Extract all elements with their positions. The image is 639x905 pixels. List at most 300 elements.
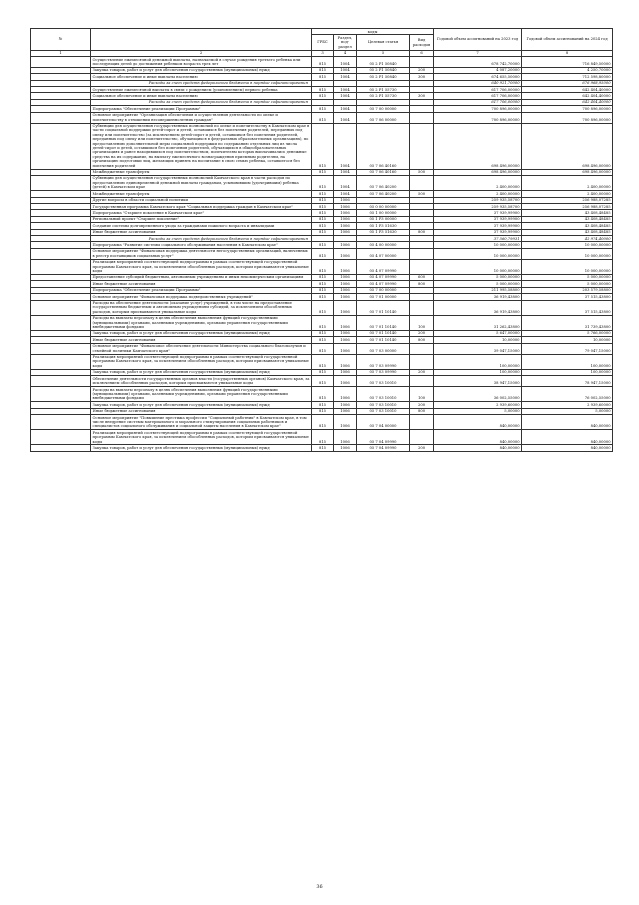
cell-name: Закупка товаров, работ и услуг для обеспечения государственных (муниципальных) нужд	[91, 445, 312, 451]
cell-target: 05 4 00 00000	[357, 242, 410, 248]
cell-target: 05 2 P1 50840	[357, 74, 410, 80]
cell-section: 1006	[334, 248, 357, 259]
cell-grbs: 815	[312, 229, 334, 235]
cell-vol2023: 100,00000	[434, 369, 522, 375]
cell-vr: 300	[410, 93, 434, 99]
cell-grbs: 815	[312, 376, 334, 387]
cell-vol2024: 5 000,00000	[522, 281, 613, 287]
cell-name: Реализация мероприятий соответствующей подпрограммы в рамках соответствующей государственной программы Камчатского края, за исключением обособленных расходов, которым присваиваются уникальные коды	[91, 354, 312, 369]
cell-vr	[410, 343, 434, 354]
table-row	[31, 300, 613, 315]
cell-target: 05 2 P1 55730	[357, 93, 410, 99]
cell-vol2024: 203 579,58800	[522, 287, 613, 293]
col-number: 1	[31, 50, 91, 56]
cell-target: 05 7 04 09990	[357, 445, 410, 451]
cell-section: 1006	[334, 274, 357, 280]
cell-target: 05 7 01 10140	[357, 315, 410, 330]
cell-vol2023: 617 706,00000	[434, 99, 522, 105]
cell-vr: 200	[410, 445, 434, 451]
cell-vr	[410, 300, 434, 315]
cell-vol2024: 76 002,55000	[522, 387, 613, 402]
col-number: 5	[357, 50, 410, 56]
cell-grbs: 815	[312, 106, 334, 112]
cell-target: 05 1 P3 51630	[357, 229, 410, 235]
cell-grbs: 815	[312, 430, 334, 445]
cell-vol2024: 642 404,40000	[522, 87, 613, 93]
budget-table	[30, 28, 613, 452]
cell-vol2023: 640 921,70000	[434, 80, 522, 86]
cell-vol2024: 256 988,07285	[522, 204, 613, 210]
table-row	[31, 57, 613, 68]
cell-vol2023: 5 000,00000	[434, 274, 522, 280]
cell-name: Субвенции для осуществления государственных полномочий Камчатского края в части расходов по предоставлению единовременной денежной выплаты гражданам, усыновившим (удочерившим) ребенка (детей) в Камчатском крае	[91, 175, 312, 190]
table-row	[31, 387, 613, 402]
cell-num	[31, 430, 91, 445]
cell-vr: 500	[410, 169, 434, 175]
cell-name: Предоставление субсидий бюджетным, автономным учреждениям и иным некоммерческим организациям	[91, 274, 312, 280]
cell-section: 1004	[334, 74, 357, 80]
cell-target: 05 7 06 40160	[357, 169, 410, 175]
cell-vr	[410, 112, 434, 123]
cell-vol2024: 78 947,15000	[522, 376, 613, 387]
cell-grbs: 815	[312, 402, 334, 408]
cell-vol2023: 37 939,99900	[434, 216, 522, 222]
cell-vol2023: 5 000,00000	[434, 281, 522, 287]
budget-table-page	[30, 28, 612, 452]
cell-vol2023: 37 560,79931	[434, 236, 522, 242]
cell-vol2024: 43 408,48485	[522, 223, 613, 229]
table-row	[31, 175, 613, 190]
cell-vol2024: 10 000,00000	[522, 242, 613, 248]
cell-section: 1004	[334, 123, 357, 169]
cell-vol2024: 716 849,50000	[522, 57, 613, 68]
cell-vr: 200	[410, 67, 434, 73]
cell-num	[31, 57, 91, 68]
cell-name: Реализация мероприятий соответствующей подпрограммы в рамках соответствующей государственной программы Камчатского края, за исключением обособленных расходов, которым присваиваются уникальные коды	[91, 430, 312, 445]
cell-name: Закупка товаров, работ и услуг для обеспечения государственных (муниципальных) нужд	[91, 67, 312, 73]
cell-grbs: 815	[312, 445, 334, 451]
cell-section: 1006	[334, 242, 357, 248]
cell-grbs: 815	[312, 191, 334, 197]
cell-name: Расходы на обеспечение деятельности (оказание услуг) учреждений, в том числе на предоставление государственным бюджетным и автономным учреждениям субсидий, за исключением обособленных расходов, которым присваиваются уникальные коды	[91, 300, 312, 315]
cell-vr: 800	[410, 408, 434, 414]
cell-name: Подпрограмма "Развитие системы социального обслуживания населения в Камчатском крае"	[91, 242, 312, 248]
cell-grbs: 815	[312, 216, 334, 222]
cell-section: 1006	[334, 287, 357, 293]
cell-grbs: 815	[312, 197, 334, 203]
col-header-section: Раздел, под-раздел	[334, 35, 357, 50]
cell-num	[31, 175, 91, 190]
col-number: 6	[410, 50, 434, 56]
cell-vr: 300	[410, 74, 434, 80]
cell-vol2024: 676 968,95000	[522, 80, 613, 86]
cell-section: 1004	[334, 112, 357, 123]
cell-vol2023: 698 496,00000	[434, 123, 522, 169]
cell-name: Межбюджетные трансферты	[91, 191, 312, 197]
cell-name: Создание системы долговременного ухода за гражданами пожилого возраста и инвалидами	[91, 223, 312, 229]
cell-name: Обеспечение деятельности государственных органов власти (государственных органов) Камчатского края, за исключением обособленных расходов, которым присваиваются уникальные коды	[91, 376, 312, 387]
cell-grbs: 815	[312, 204, 334, 210]
cell-target: 05 7 03 00000	[357, 343, 410, 354]
cell-section: 1006	[334, 369, 357, 375]
cell-vol2023: 259 935,58700	[434, 197, 522, 203]
cell-target: 05 7 03 10010	[357, 376, 410, 387]
cell-vol2024: 698 496,00000	[522, 123, 613, 169]
cell-vol2024: 100,00000	[522, 354, 613, 369]
cell-vol2024: 840,00000	[522, 415, 613, 430]
col-header-num: №	[31, 29, 91, 51]
cell-vr	[410, 175, 434, 190]
cell-vol2024: 79 047,15000	[522, 343, 613, 354]
table-body	[31, 57, 613, 452]
cell-grbs: 815	[312, 112, 334, 123]
cell-grbs: 815	[312, 415, 334, 430]
cell-vol2023: 617 706,00000	[434, 93, 522, 99]
cell-target: 05 4 07 00000	[357, 248, 410, 259]
cell-section: 1006	[334, 294, 357, 300]
cell-vol2023: 698 496,00000	[434, 169, 522, 175]
col-header-grbs: ГРБС	[312, 35, 334, 50]
cell-grbs: 815	[312, 259, 334, 274]
cell-target: 05 7 03 09990	[357, 354, 410, 369]
cell-section: 1006	[334, 197, 357, 203]
cell-vol2023: 617 706,00000	[434, 87, 522, 93]
cell-target: 05 7 01 00000	[357, 294, 410, 300]
cell-vr	[410, 259, 434, 274]
cell-vol2023: 10 000,00000	[434, 248, 522, 259]
cell-name: Основное мероприятие "Повышение престижа профессии "Социальный работник" в Камчатском крае, в том числе внедрение системы материального и морального стимулирования социальных работников и специалистов социального обслуживания и социальной защиты населения в Камчатском крае"	[91, 415, 312, 430]
cell-name: Осуществление ежемесячной денежной выплаты, назначаемой в случае рождения третьего ребенка или последующих детей до достижения ребенком возраста трех лет	[91, 57, 312, 68]
cell-grbs: 815	[312, 315, 334, 330]
cell-section: 1004	[334, 87, 357, 93]
col-header-name	[91, 29, 312, 51]
cell-grbs: 815	[312, 57, 334, 68]
cell-vol2024: 31 739,43800	[522, 315, 613, 330]
col-header-codes: коды	[312, 29, 434, 35]
cell-section: 1004	[334, 191, 357, 197]
cell-vr	[410, 123, 434, 169]
cell-grbs: 815	[312, 87, 334, 93]
cell-vol2024: 37 515,43800	[522, 300, 613, 315]
cell-vr: 600	[410, 274, 434, 280]
cell-name: Основное мероприятие "Финансовая поддержка деятельности негосударственных организаций, включенных в реестр поставщиков социальных услуг"	[91, 248, 312, 259]
cell-grbs: 815	[312, 354, 334, 369]
cell-vr	[410, 354, 434, 369]
cell-target: 05 7 06 40200	[357, 191, 410, 197]
cell-section: 1006	[334, 210, 357, 216]
cell-section: 1004	[334, 169, 357, 175]
cell-section: 1006	[334, 402, 357, 408]
col-header-vr: Вид расходов	[410, 35, 434, 50]
cell-vr: 100	[410, 315, 434, 330]
cell-target: 05 7 04 00000	[357, 415, 410, 430]
cell-name: Расходы за счет средств федерального бюджета в порядке софинансирования	[91, 80, 312, 86]
cell-name: Подпрограмма "Обеспечение реализации Программы"	[91, 287, 312, 293]
cell-section: 1006	[334, 229, 357, 235]
cell-grbs: 815	[312, 300, 334, 315]
cell-vol2023: 700 896,00000	[434, 112, 522, 123]
cell-vol2024: 5 000,00000	[522, 274, 613, 280]
table-row	[31, 354, 613, 369]
cell-num	[31, 354, 91, 369]
cell-section: 1004	[334, 57, 357, 68]
cell-name: Осуществление ежемесячной выплаты в связи с рождением (усыновлением) первого ребенка	[91, 87, 312, 93]
cell-vol2024: 43 408,48485	[522, 229, 613, 235]
cell-num	[31, 445, 91, 451]
cell-section: 1006	[334, 300, 357, 315]
cell-vol2024: 43 408,48485	[522, 216, 613, 222]
cell-target: 05 7 03 10010	[357, 387, 410, 402]
cell-vol2024: 642 404,40000	[522, 99, 613, 105]
col-header-vol2023: Годовой объем ассигнований на 2023 год	[434, 29, 522, 51]
cell-grbs: 815	[312, 248, 334, 259]
cell-vol2024: 100,00000	[522, 369, 613, 375]
cell-target: 05 4 07 09990	[357, 259, 410, 274]
cell-name: Социальное обеспечение и иные выплаты населению	[91, 74, 312, 80]
cell-section: 1006	[334, 354, 357, 369]
cell-section: 1006	[334, 445, 357, 451]
cell-vol2024: 2 939,60000	[522, 402, 613, 408]
cell-num	[31, 376, 91, 387]
cell-vol2024: 10 000,00000	[522, 248, 613, 259]
cell-section: 1006	[334, 259, 357, 274]
cell-vol2023: 10 000,00000	[434, 259, 522, 274]
cell-vol2024: 10,00000	[522, 337, 613, 343]
cell-name: Иные бюджетные ассигнования	[91, 281, 312, 287]
cell-vol2023: 840,00000	[434, 430, 522, 445]
cell-name: Субвенции для осуществления государственных полномочий по опеке и попечительству в Камчатском крае в части социальной поддержки детей-сирот и детей, оставшихся без попечения родителей, переданных под опеку или попечительство (за исключением детей-сирот и детей, оставшихся без попечения родителей, переданных под опеку или попечительство, обучающихся в федеральных образовательных организациях), по предоставлению дополнительной меры социальной поддержки по содержанию отдельных лиц из числа детей-сирот и детей, оставшихся без попечения родителей, обучающихся в общеобразовательных организациях и ранее находившихся под попечительством, попечителям которых выплачивались денежные средства на их содержание, на выплату ежемесячного вознаграждения приемным родителям, на организацию подготовки лиц, желающих принять на воспитание в свою семью ребенка, оставшегося без попечения родителей	[91, 123, 312, 169]
cell-target: 05 2 P1 50840	[357, 57, 410, 68]
cell-section: 1006	[334, 204, 357, 210]
cell-section: 1006	[334, 408, 357, 414]
cell-section: 1004	[334, 106, 357, 112]
col-number: 3	[312, 50, 334, 56]
col-number: 7	[434, 50, 522, 56]
table-row	[31, 259, 613, 274]
cell-target: 05 2 P1 55730	[357, 87, 410, 93]
cell-section: 1006	[334, 376, 357, 387]
cell-vol2024: 5 766,00000	[522, 330, 613, 336]
cell-vol2023: 37 939,99900	[434, 223, 522, 229]
cell-grbs: 815	[312, 408, 334, 414]
cell-vr	[410, 430, 434, 445]
table-row	[31, 343, 613, 354]
cell-num	[31, 300, 91, 315]
cell-vr: 800	[410, 229, 434, 235]
cell-target: 05 1 00 00000	[357, 210, 410, 216]
cell-vr	[410, 415, 434, 430]
cell-section: 1006	[334, 337, 357, 343]
cell-grbs: 815	[312, 330, 334, 336]
cell-grbs: 815	[312, 294, 334, 300]
col-number: 8	[522, 50, 613, 56]
cell-target: 05 7 06 00000	[357, 112, 410, 123]
cell-grbs: 815	[312, 274, 334, 280]
cell-target: 05 1 P3 00000	[357, 216, 410, 222]
cell-vol2023: 840,00000	[434, 415, 522, 430]
cell-vol2023: 100,00000	[434, 354, 522, 369]
cell-vr: 200	[410, 369, 434, 375]
cell-target: 05 4 07 09990	[357, 281, 410, 287]
cell-target: 05 4 07 09990	[357, 274, 410, 280]
page-number: 36	[316, 884, 323, 890]
cell-vol2024: 2 400,00000	[522, 175, 613, 190]
cell-target: 05 7 03 09990	[357, 369, 410, 375]
cell-section: 1006	[334, 223, 357, 229]
cell-num	[31, 259, 91, 274]
table-row	[31, 315, 613, 330]
cell-section: 1006	[334, 387, 357, 402]
cell-section: 1006	[334, 281, 357, 287]
cell-target: 05 7 04 09990	[357, 430, 410, 445]
cell-num	[31, 415, 91, 430]
cell-vr: 100	[410, 387, 434, 402]
col-header-vol2024: Годовой объем ассигнований на 2024 год	[522, 29, 613, 51]
cell-vol2024: 5,00000	[522, 408, 613, 414]
cell-vol2023: 10 000,00000	[434, 242, 522, 248]
cell-vol2023: 5 647,00000	[434, 330, 522, 336]
cell-grbs: 815	[312, 369, 334, 375]
cell-vol2024: 4 250,70000	[522, 67, 613, 73]
cell-vol2023: 700 896,00000	[434, 106, 522, 112]
cell-vol2023: 36 919,43800	[434, 300, 522, 315]
cell-target: 05 7 01 10140	[357, 300, 410, 315]
cell-target: 05 7 03 10010	[357, 408, 410, 414]
cell-vol2023: 674 655,50000	[434, 74, 522, 80]
cell-vr: 200	[410, 402, 434, 408]
cell-section: 1004	[334, 93, 357, 99]
cell-vr	[410, 248, 434, 259]
table-row	[31, 445, 613, 451]
cell-num	[31, 387, 91, 402]
cell-vr: 500	[410, 191, 434, 197]
cell-name: Расходы на выплаты персоналу в целях обеспечения выполнения функций государственными (муниципальными) органами, казенными учреждениями, органами управления государственными внебюджетными фондами	[91, 387, 312, 402]
cell-vol2024: 840,00000	[522, 430, 613, 445]
cell-vr: 800	[410, 337, 434, 343]
cell-grbs: 815	[312, 287, 334, 293]
cell-target: 05 7 01 10140	[357, 330, 410, 336]
cell-section: 1006	[334, 415, 357, 430]
cell-section: 1006	[334, 330, 357, 336]
cell-section: 1006	[334, 343, 357, 354]
cell-target: 05 1 P3 51630	[357, 223, 410, 229]
cell-vol2023: 4 087,20000	[434, 67, 522, 73]
cell-grbs: 815	[312, 242, 334, 248]
cell-name: Реализация мероприятий соответствующей подпрограммы в рамках соответствующей государственной программы Камчатского края, за исключением обособленных расходов, которым присваиваются уникальные коды	[91, 259, 312, 274]
cell-vr: 800	[410, 281, 434, 287]
cell-target: 05 7 00 00000	[357, 287, 410, 293]
cell-section: 1004	[334, 175, 357, 190]
cell-name: Основное мероприятие "Финансовая поддержка подведомственных учреждений"	[91, 294, 312, 300]
cell-target: 05 0 00 00000	[357, 204, 410, 210]
cell-grbs: 815	[312, 67, 334, 73]
cell-vol2023: 10,00000	[434, 337, 522, 343]
cell-vol2023: 36 919,43800	[434, 294, 522, 300]
cell-vr	[410, 57, 434, 68]
cell-target: 05 2 P1 50840	[357, 67, 410, 73]
cell-vol2023: 5,00000	[434, 408, 522, 414]
cell-vol2024: 642 404,40000	[522, 93, 613, 99]
cell-vol2024: 700 896,00000	[522, 106, 613, 112]
cell-vol2023: 840,00000	[434, 445, 522, 451]
col-header-target: Целевая статья	[357, 35, 410, 50]
cell-target: 05 7 06 40160	[357, 123, 410, 169]
cell-name: Закупка товаров, работ и услуг для обеспечения государственных (муниципальных) нужд	[91, 402, 312, 408]
cell-name: Основное мероприятие "Финансовое обеспечение деятельности Министерства социального благополучия и семейной политики Камчатского края"	[91, 343, 312, 354]
cell-vol2024: 712 598,80000	[522, 74, 613, 80]
cell-vol2024: 700 896,00000	[522, 112, 613, 123]
cell-name: Другие вопросы в области социальной политики	[91, 197, 312, 203]
cell-vol2023: 2 400,00000	[434, 191, 522, 197]
col-number: 4	[334, 50, 357, 56]
cell-name: Региональный проект "Старшее поколение"	[91, 216, 312, 222]
cell-target: 05 7 03 10010	[357, 402, 410, 408]
cell-vol2024: 43 408,48485	[522, 210, 613, 216]
cell-name: Подпрограмма "Старшее поколение в Камчатском крае"	[91, 210, 312, 216]
cell-vol2024: 840,00000	[522, 445, 613, 451]
cell-num	[31, 112, 91, 123]
cell-section: 1006	[334, 430, 357, 445]
col-number: 2	[91, 50, 312, 56]
cell-vol2023: 38 947,15000	[434, 376, 522, 387]
table-row	[31, 112, 613, 123]
table-row	[31, 376, 613, 387]
cell-vol2024: 42 974,40000	[522, 236, 613, 242]
cell-vol2023: 36 002,55000	[434, 387, 522, 402]
cell-vol2023: 678 742,70000	[434, 57, 522, 68]
table-row	[31, 123, 613, 169]
cell-grbs: 815	[312, 169, 334, 175]
cell-vol2024: 2 400,00000	[522, 191, 613, 197]
cell-num	[31, 315, 91, 330]
cell-vol2024: 698 496,00000	[522, 169, 613, 175]
cell-vr	[410, 376, 434, 387]
cell-grbs: 815	[312, 343, 334, 354]
cell-target: 05 7 06 40200	[357, 175, 410, 190]
cell-section: 1006	[334, 315, 357, 330]
cell-name: Основное мероприятие "Организация обеспечения и осуществления деятельности по опеке и попечительству в отношении несовершеннолетних граждан"	[91, 112, 312, 123]
cell-num	[31, 248, 91, 259]
cell-vol2023: 211 995,58800	[434, 287, 522, 293]
cell-section: 1006	[334, 216, 357, 222]
cell-name: Закупка товаров, работ и услуг для обеспечения государственных (муниципальных) нужд	[91, 330, 312, 336]
cell-vol2023: 37 939,99900	[434, 210, 522, 216]
table-row	[31, 430, 613, 445]
cell-vol2024: 10 000,00000	[522, 259, 613, 274]
cell-name: Расходы за счет средств федерального бюджета в порядке софинансирования	[91, 236, 312, 242]
cell-grbs: 815	[312, 74, 334, 80]
cell-num	[31, 343, 91, 354]
cell-name: Межбюджетные трансферты	[91, 169, 312, 175]
cell-vol2024: 37 515,43800	[522, 294, 613, 300]
cell-num	[31, 123, 91, 169]
cell-grbs: 815	[312, 210, 334, 216]
cell-vol2024: 256 988,07285	[522, 197, 613, 203]
cell-vr: 200	[410, 330, 434, 336]
cell-vol2023: 2 400,00000	[434, 175, 522, 190]
cell-grbs: 815	[312, 281, 334, 287]
cell-vol2023: 37 939,99900	[434, 229, 522, 235]
cell-target: 05 7 00 00000	[357, 106, 410, 112]
cell-grbs: 815	[312, 337, 334, 343]
cell-grbs: 815	[312, 223, 334, 229]
cell-grbs: 815	[312, 123, 334, 169]
cell-vol2023: 39 047,15000	[434, 343, 522, 354]
cell-section: 1004	[334, 67, 357, 73]
cell-vol2023: 259 935,58700	[434, 204, 522, 210]
cell-target: 05 7 01 10140	[357, 337, 410, 343]
table-row	[31, 248, 613, 259]
